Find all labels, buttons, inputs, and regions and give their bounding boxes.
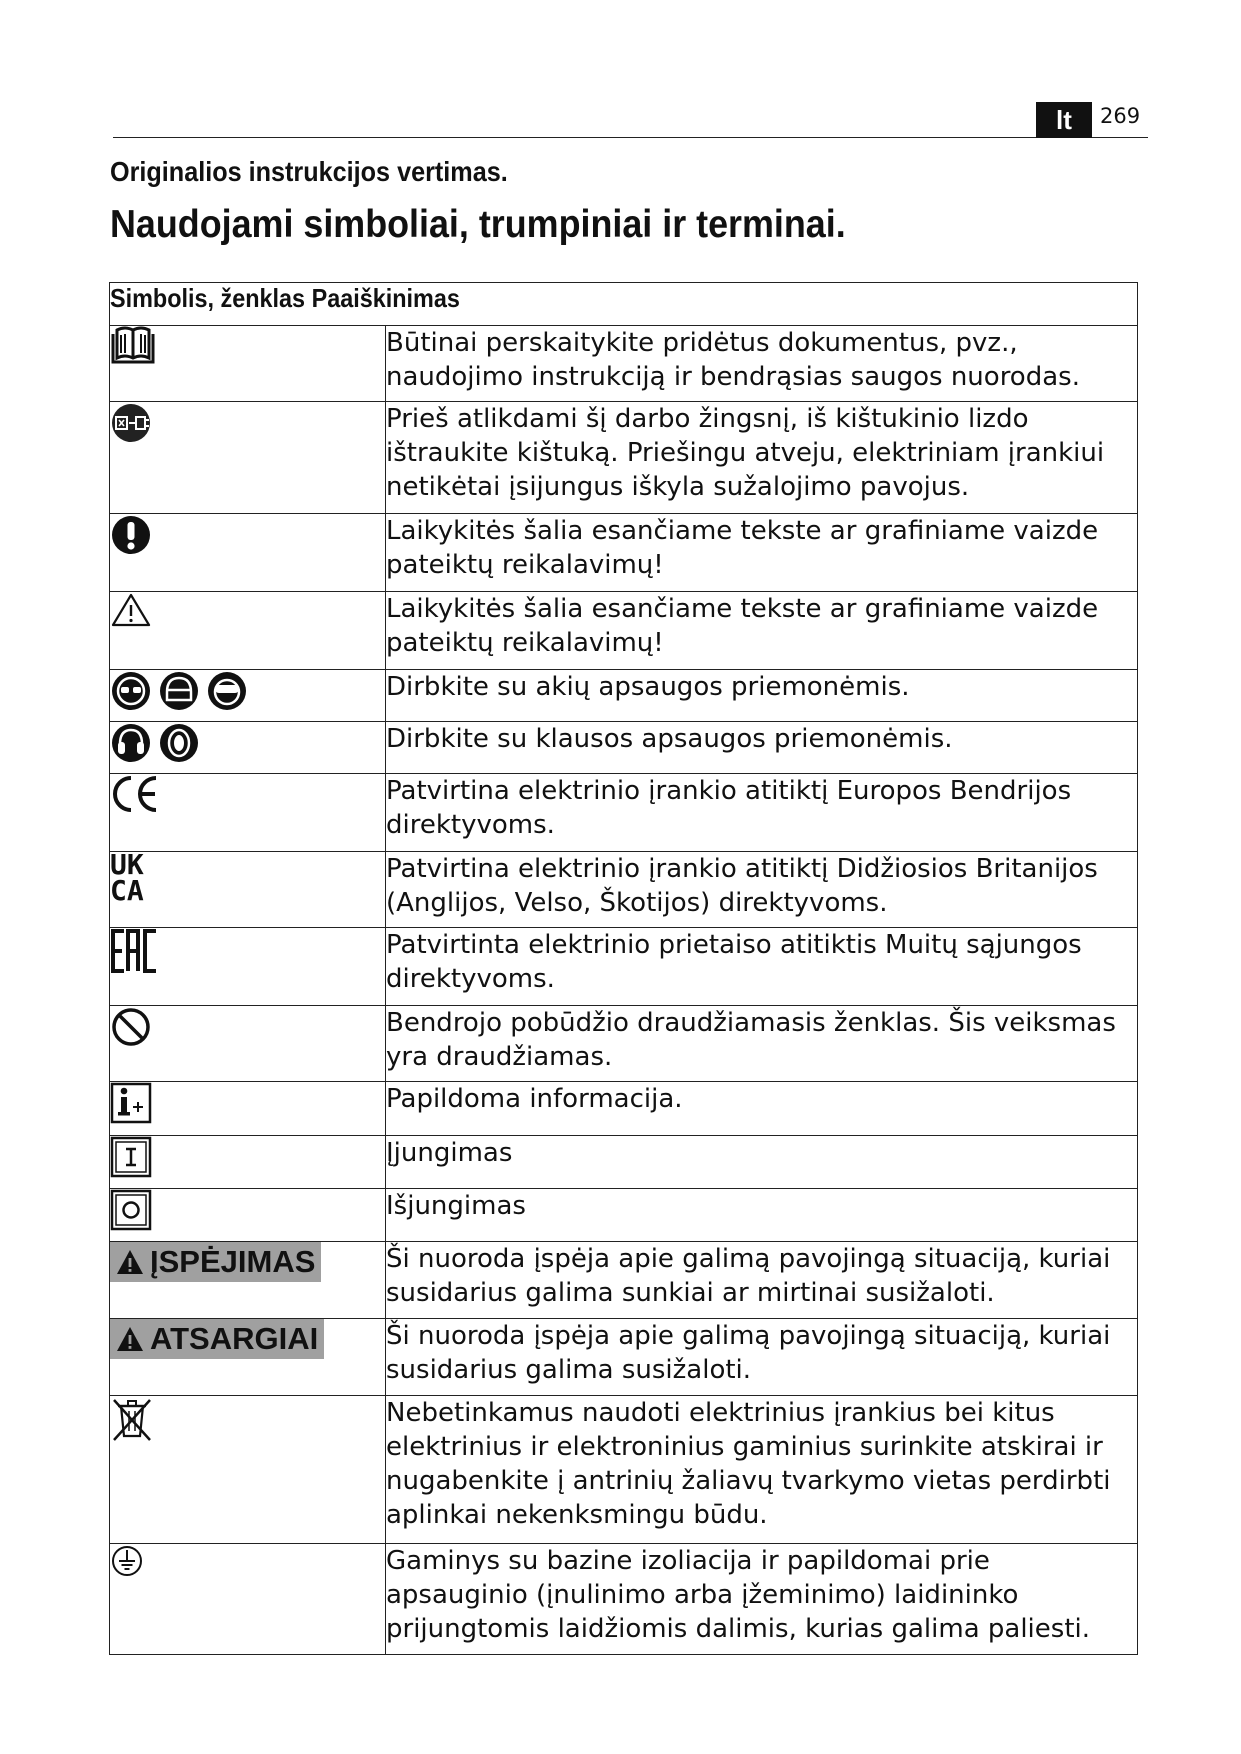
symbol-cell [110, 402, 386, 514]
explanation-cell: Laikykitės šalia esančiame tekste ar grafiniame vaizde pateiktų reikalavimų! [386, 592, 1138, 670]
explanation-cell: Įjungimas [386, 1136, 1138, 1189]
table-row [110, 670, 1138, 722]
symbol-cell [110, 326, 386, 402]
table-row [110, 592, 1138, 670]
ce-mark-icon [110, 774, 385, 814]
power-off-icon [110, 1189, 385, 1231]
table-row [110, 1242, 1138, 1319]
header-rule [113, 137, 1148, 138]
table-row [110, 774, 1138, 852]
symbol-cell [110, 1006, 386, 1082]
explanation-cell: Ši nuoroda įspėja apie galimą pavojingą situaciją, kuriai susidarius galima susižaloti. [386, 1319, 1138, 1396]
table-row [110, 1136, 1138, 1189]
ear-muffs-icon [110, 722, 152, 764]
eye-protection-icon [110, 670, 152, 712]
table-header-row [110, 283, 1138, 326]
symbol-cell [110, 514, 386, 592]
symbol-cell [110, 722, 386, 774]
warning-triangle-icon [110, 592, 385, 628]
table-row [110, 514, 1138, 592]
read-manual-icon [110, 326, 385, 364]
table-row [110, 326, 1138, 402]
crossed-bin-icon [110, 1396, 385, 1442]
explanation-cell: Nebetinkamus naudoti elektrinius įrankius bei kitus elektrinius ir elektroninius gaminius surinkite atskirai ir nugabenkite į antrinių žaliavų tvarkymo vietas perdirbti aplinkai nekenksmingu būdu. [386, 1396, 1138, 1544]
table-row [110, 928, 1138, 1006]
table-row [110, 1319, 1138, 1396]
document-subtitle: Originalios instrukcijos vertimas. [110, 156, 508, 187]
table-row [110, 402, 1138, 514]
symbol-cell [110, 592, 386, 670]
table-header [110, 283, 1138, 326]
ear-plug-icon [158, 722, 200, 764]
explanation-cell: Prieš atlikdami šį darbo žingsnį, iš kištukinio lizdo ištraukite kištuką. Priešingu atveju, elektriniam įrankiui netikėtai įsijungus iškyla sužalojimo pavojus. [386, 402, 1138, 514]
explanation-cell: Būtinai perskaitykite pridėtus dokumentus, pvz., naudojimo instrukciją ir bendrąsias saugos nuorodas. [386, 326, 1138, 402]
caution-badge [110, 1319, 324, 1359]
table-row [110, 1544, 1138, 1655]
symbol-cell [110, 1242, 386, 1319]
unplug-icon [110, 402, 385, 444]
face-shield-icon [158, 670, 200, 712]
explanation-cell: Laikykitės šalia esančiame tekste ar grafiniame vaizde pateiktų reikalavimų! [386, 514, 1138, 592]
protective-earth-icon [110, 1544, 385, 1578]
explanation-cell: Patvirtina elektrinio įrankio atitiktį Europos Bendrijos direktyvoms. [386, 774, 1138, 852]
explanation-cell: Dirbkite su akių apsaugos priemonėmis. [386, 670, 1138, 722]
table-row [110, 722, 1138, 774]
symbol-cell [110, 774, 386, 852]
ukca-bottom-text: CA [110, 874, 144, 907]
table-row [110, 1006, 1138, 1082]
explanation-cell: Bendrojo pobūdžio draudžiamasis ženklas. Šis veiksmas yra draudžiamas. [386, 1006, 1138, 1082]
mandatory-action-icon [110, 514, 385, 556]
table-row [110, 1189, 1138, 1242]
symbol-cell [110, 1544, 386, 1655]
symbols-table [109, 282, 1138, 1655]
explanation-cell: Gaminys su bazine izoliacija ir papildomai prie apsauginio (įnulinimo arba įžeminimo) laidininko prijungtomis laidžiomis dalimis, kurias galima paliesti. [386, 1544, 1138, 1655]
col-explanation-header: Paaiškinimas [311, 283, 460, 313]
symbol-cell [110, 1189, 386, 1242]
table-row [110, 852, 1138, 928]
symbol-cell [110, 670, 386, 722]
info-icon [110, 1082, 385, 1124]
caution-badge-icon [116, 1326, 144, 1352]
ukca-top-text: UK [110, 848, 144, 881]
explanation-cell: Išjungimas [386, 1189, 1138, 1242]
symbol-cell [110, 848, 386, 928]
warning-badge-label: ĮSPĖJIMAS [150, 1244, 316, 1279]
page-title: Naudojami simboliai, trumpiniai ir terminai. [110, 203, 846, 246]
table-row [110, 1082, 1138, 1136]
page-number: 269 [1100, 104, 1141, 128]
language-tag: lt [1036, 102, 1092, 138]
eac-mark-icon [110, 928, 385, 974]
warning-badge-icon [116, 1249, 144, 1275]
symbol-cell [110, 1319, 386, 1396]
table-row [110, 1396, 1138, 1544]
ukca-mark-icon [110, 848, 160, 907]
warning-badge [110, 1242, 321, 1282]
col-symbol-header: Simbolis, ženklas [110, 283, 306, 313]
explanation-cell: Papildoma informacija. [386, 1082, 1138, 1136]
symbol-cell [110, 1082, 386, 1136]
symbol-cell [110, 928, 386, 1006]
caution-badge-label: ATSARGIAI [150, 1321, 319, 1356]
goggles-icon [206, 670, 248, 712]
symbol-cell [110, 1136, 386, 1189]
explanation-cell: Patvirtinta elektrinio prietaiso atitiktis Muitų sąjungos direktyvoms. [386, 928, 1138, 1006]
power-on-icon [110, 1136, 385, 1178]
explanation-cell: Ši nuoroda įspėja apie galimą pavojingą situaciją, kuriai susidarius galima sunkiai ar mirtinai susižaloti. [386, 1242, 1138, 1319]
prohibition-icon [110, 1006, 385, 1048]
explanation-cell: Dirbkite su klausos apsaugos priemonėmis. [386, 722, 1138, 774]
symbol-cell [110, 1396, 386, 1544]
explanation-cell: Patvirtina elektrinio įrankio atitiktį Didžiosios Britanijos (Anglijos, Velso, Škotijos) direktyvoms. [386, 852, 1138, 928]
